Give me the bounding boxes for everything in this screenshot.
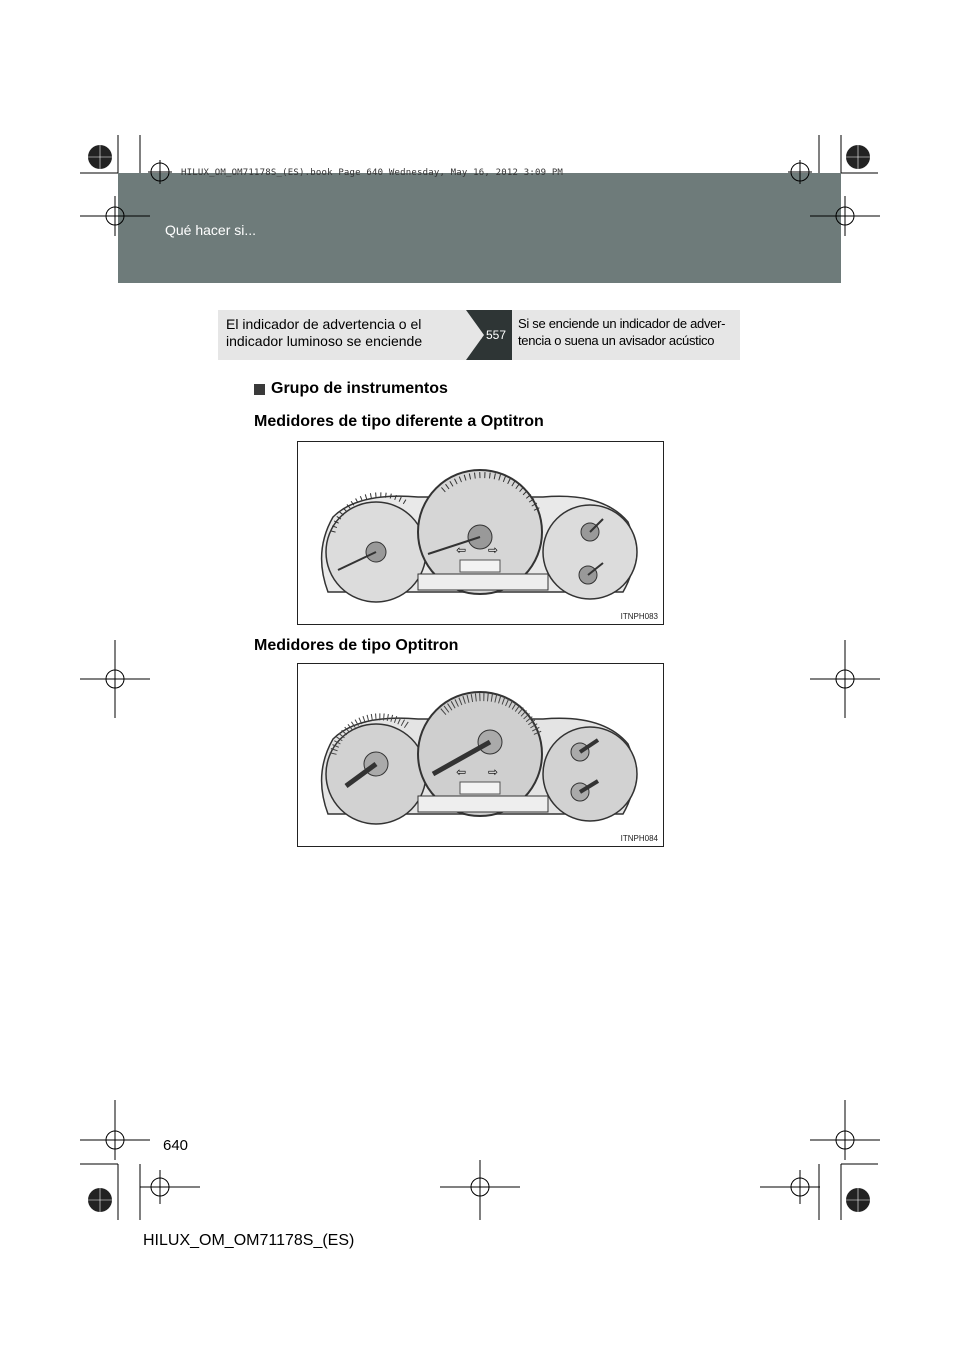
figure-non-optitron-cluster [297, 441, 664, 625]
figure-code: ITNPH083 [620, 612, 658, 621]
reference-condition [218, 310, 466, 360]
svg-text:⇦: ⇦ [456, 543, 467, 557]
svg-text:⇨: ⇨ [488, 765, 499, 779]
print-stamp: HILUX_OM_OM71178S_(ES).book Page 640 Wednesday, May 16, 2012 3:09 PM [181, 168, 564, 178]
subsection-title-non-optitron: Medidores de tipo diferente a Optitron [254, 413, 544, 430]
reference-description: Si se enciende un indicador de adver-tencia o suena un avisador acústico [512, 310, 740, 360]
figure-optitron-cluster [297, 663, 664, 847]
arrow-right-icon [466, 310, 484, 360]
section-title: Qué hacer si... [165, 222, 257, 238]
svg-text:⇨: ⇨ [488, 543, 499, 557]
svg-text:⇦: ⇦ [456, 765, 467, 779]
subsection-title-optitron: Medidores de tipo Optitron [254, 637, 459, 654]
instrument-cluster-illustration [298, 442, 663, 624]
square-bullet-icon [254, 384, 265, 395]
section-heading-text: Grupo de instrumentos [271, 380, 448, 397]
page-reference-link[interactable]: P. 557 [466, 310, 512, 360]
section-heading [254, 380, 448, 398]
instrument-cluster-illustration [298, 664, 663, 846]
reference-condition-text: El indicador de advertencia o el indicador luminoso se enciende [226, 316, 423, 349]
page-number: 640 [163, 1137, 189, 1154]
reference-box [218, 310, 740, 360]
document-code: HILUX_OM_OM71178S_(ES) [143, 1232, 355, 1249]
figure-code: ITNPH084 [620, 834, 658, 843]
